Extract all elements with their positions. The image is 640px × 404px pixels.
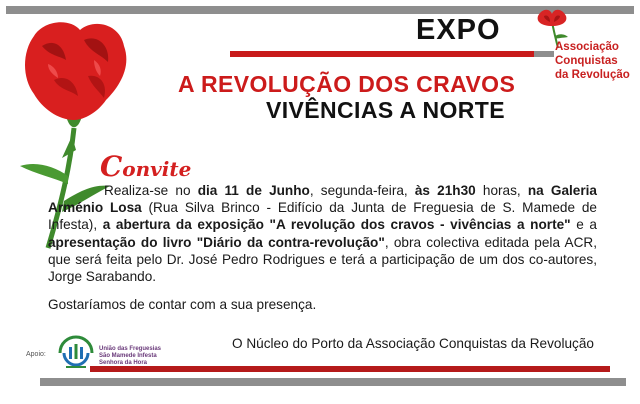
- event-venue: na Galeria Arménio Losa: [48, 183, 597, 216]
- venue-address: (Rua Silva Brinco - Edifício da Junta de Freguesia de S. Mamede de Infesta),: [48, 200, 597, 233]
- top-red-bar: [230, 51, 534, 57]
- invitation-heading: [100, 150, 191, 183]
- parish-line-3: Senhora da Hora: [99, 360, 148, 366]
- logo-line-1: Associação: [555, 41, 619, 53]
- invitation-text-part: Realiza-se no: [104, 183, 198, 198]
- invitation-text-part: , segunda-feira,: [309, 183, 415, 198]
- exhibition-subtitle: VIVÊNCIAS A NORTE: [266, 97, 505, 123]
- parish-union-name: [99, 346, 161, 367]
- invitation-text-part: , obra colectiva editada pela ACR, que será feita pelo Dr. José Pedro Rodrigues e terá a participação de um dos co-autores, Jorge Sarabando.: [48, 234, 597, 285]
- event-time: às 21h30: [414, 183, 476, 198]
- invitation-text: [48, 182, 597, 285]
- parish-line-1: União das Freguesias: [99, 346, 162, 352]
- invitation-text-part: horas,: [475, 183, 528, 198]
- invitation-heading-initial: C: [100, 150, 123, 183]
- event-date: dia 11 de Junho: [197, 183, 310, 198]
- support-label: Apoio:: [26, 351, 46, 358]
- exhibition-title: A REVOLUÇÃO DOS CRAVOS: [178, 71, 516, 97]
- bottom-red-bar: [90, 366, 610, 372]
- invitation-text-part: e a: [570, 217, 597, 233]
- parish-line-2: São Mamede Infesta: [99, 353, 157, 359]
- association-logo-text: [555, 40, 639, 82]
- signature-line: O Núcleo do Porto da Associação Conquistas da Revolução: [232, 336, 594, 351]
- closing-sentence: Gostaríamos de contar com a sua presença.: [48, 297, 317, 312]
- bottom-grey-bar: [40, 378, 626, 386]
- invitation-heading-rest: onvite: [122, 157, 192, 181]
- exhibition-opening: a abertura da exposição "A revolução dos cravos - vivências a norte": [102, 217, 571, 233]
- parish-union-logo-icon: [56, 333, 96, 371]
- book-presentation: apresentação do livro "Diário da contra-revolução": [48, 234, 385, 250]
- logo-line-3: da Revolução: [555, 69, 630, 81]
- logo-line-2: Conquistas: [555, 55, 618, 67]
- top-grey-stub: [534, 51, 554, 57]
- expo-heading: EXPO: [416, 14, 501, 46]
